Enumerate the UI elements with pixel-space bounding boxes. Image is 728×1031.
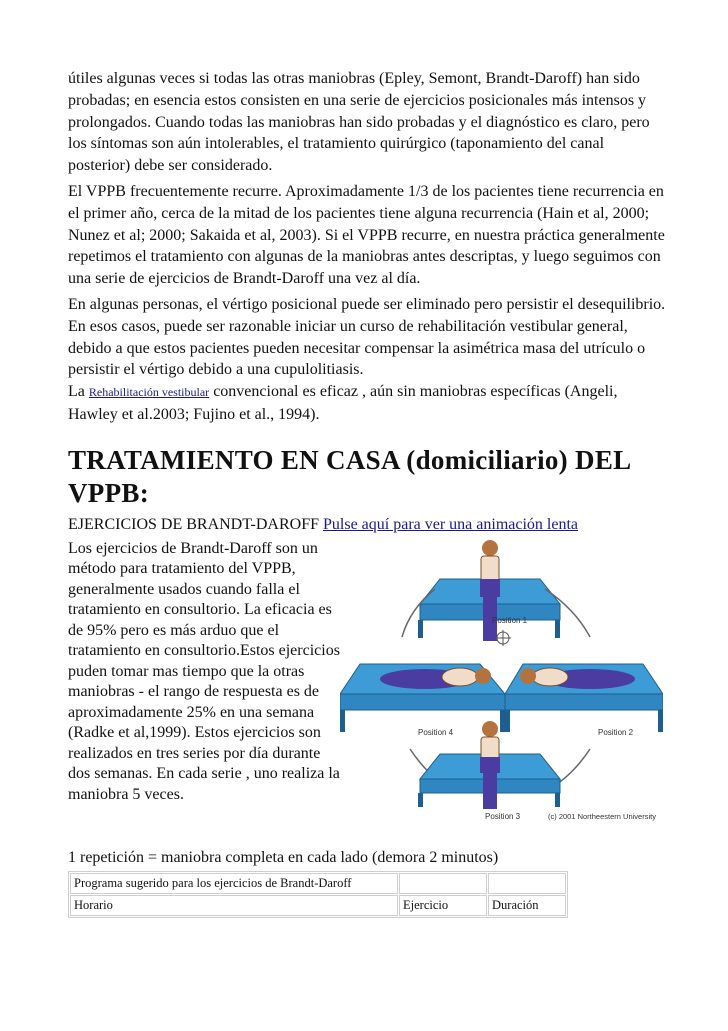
table-empty-cell <box>399 873 487 894</box>
table-header-ejercicio: Ejercicio <box>399 895 487 916</box>
position-4-figure <box>340 664 505 732</box>
paragraph-rehabilitacion <box>68 381 668 426</box>
position-1-label: Position 1 <box>492 615 528 625</box>
position-4-label: Position 4 <box>418 727 454 737</box>
paragraph-desequilibrio: En algunas personas, el vértigo posicional puede ser eliminado pero persistir el desequilibrio. En esos casos, puede ser razonable iniciar un curso de rehabilitación vestibular general, debido a que estos pacientes pueden necesitar compensar la asimétrica masa del utrículo o persistir el vértigo debido a una cupulolitiasis. <box>68 295 666 379</box>
section-heading: TRATAMIENTO EN CASA (domiciliario) DEL VPPB: <box>68 444 630 508</box>
exercise-subheading <box>68 514 668 535</box>
paragraph-prefix: La <box>68 383 89 401</box>
table-header-horario: Horario <box>70 895 398 916</box>
table-header-row <box>70 895 566 916</box>
exercise-description-text: Los ejercicios de Brandt-Daroff son un método para tratamiento del VPPB, generalmente usados cuando falla el tratamiento en consultorio. La eficacia es de 95% pero es más arduo que el tratamiento en consultorio.Estos ejercicios puden tomar mas tiempo que la otras maniobras - el rango de respuesta es de aproximadamente 25% en una semana (Radke et al,1999). Estos ejercicios son realizados en tres series por día durante dos semanas. En cada serie , uno realiza la maniobra 5 veces. <box>68 539 340 803</box>
document-page <box>68 68 668 918</box>
repetition-note: 1 repetición = maniobra completa en cada lado (demora 2 minutos) <box>68 848 499 866</box>
table-header-duracion: Duración <box>488 895 566 916</box>
paragraph-suffix: convencional es eficaz , aún sin maniobras específicas (Angeli, Hawley et al.2003; Fujino et al., 1994). <box>68 383 618 423</box>
table-empty-cell <box>488 873 566 894</box>
copyright-text: (c) 2001 Northeestern University <box>548 811 656 821</box>
subheading-text: EJERCICIOS DE BRANDT-DAROFF <box>68 515 323 533</box>
brandt-daroff-illustration <box>340 539 663 823</box>
table-title-row <box>70 873 566 894</box>
position-2-label: Position 2 <box>598 727 634 737</box>
table-title-cell: Programa sugerido para los ejercicios de Brandt-Daroff <box>70 873 398 894</box>
paragraph-maneuvers: útiles algunas veces si todas las otras maniobras (Epley, Semont, Brandt-Daroff) han sido probadas; en esencia estos consisten en una serie de ejercicios posicionales más intensos y prolongados. Cuando todas las maniobras han sido probadas y el diagnóstico es claro, pero los síntomas son aún intolerables, el tratamiento quirúrgico (taponamiento del canal posterior) debe ser considerado. <box>68 70 650 175</box>
position-2-figure <box>505 664 663 732</box>
animation-link[interactable]: Pulse aquí para ver una animación lenta <box>323 515 579 533</box>
position-3-label: Position 3 <box>485 811 521 821</box>
schedule-table <box>68 871 568 918</box>
exercise-section <box>68 539 668 847</box>
paragraph-recurrence: El VPPB frecuentemente recurre. Aproximadamente 1/3 de los pacientes tiene recurrencia en el primer año, cerca de la mitad de los pacientes tiene alguna recurrencia (Hain et al, 2000; Nunez et al; 2000; Sakaida et al, 2003). Si el VPPB recurre, en nuestra práctica generalmente repetimos el tratamiento con algunas de la maniobras antes descriptas, y luego seguimos con una serie de ejercicios de Brandt-Daroff una vez al día. <box>68 182 665 288</box>
exercise-description <box>68 539 343 806</box>
rehabilitacion-vestibular-link[interactable]: Rehabilitación vestibular <box>88 385 210 400</box>
position-1-figure <box>418 540 560 641</box>
